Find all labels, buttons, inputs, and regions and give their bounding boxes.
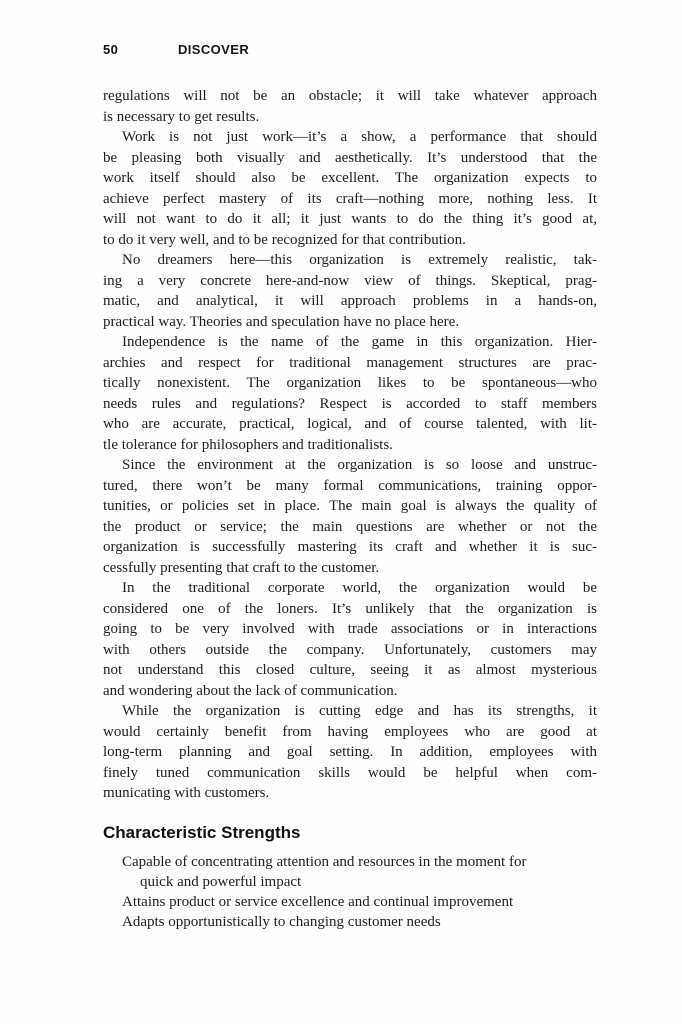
running-head bbox=[103, 43, 597, 57]
paragraph-line: Independence is the name of the game in this organization. Hier- bbox=[122, 334, 597, 350]
paragraph-line: municating with customers. bbox=[103, 785, 270, 801]
paragraph-line: be pleasing both visually and aesthetically. It’s understood that the bbox=[103, 149, 597, 166]
list-item-line: Adapts opportunistically to changing customer needs bbox=[122, 913, 441, 930]
paragraph bbox=[103, 578, 597, 701]
paragraph-line: who are accurate, practical, logical, and of course talented, with lit- bbox=[103, 416, 597, 432]
paragraph-line: tically nonexistent. The organization likes to be spontaneous—who bbox=[103, 375, 597, 391]
paragraph-line: not understand this closed culture, seeing it as almost mysterious bbox=[103, 662, 597, 678]
list-item-line: Capable of concentrating attention and resources in the moment for bbox=[122, 853, 527, 870]
paragraph-line: organization is successfully mastering its craft and whether it is suc- bbox=[103, 539, 597, 555]
list-item-line: quick and powerful impact bbox=[140, 873, 302, 890]
running-title: DISCOVER bbox=[178, 42, 250, 57]
paragraph-line: tle tolerance for philosophers and traditionalists. bbox=[103, 436, 393, 453]
paragraph-line: No dreamers here—this organization is extremely realistic, tak- bbox=[122, 252, 597, 268]
paragraph-line: In the traditional corporate world, the organization would be bbox=[122, 580, 597, 596]
paragraph-line: achieve perfect mastery of its craft—nothing more, nothing less. It bbox=[103, 190, 597, 207]
strengths-list bbox=[122, 852, 597, 932]
paragraph-line: finely tuned communication skills would be helpful when com- bbox=[103, 764, 597, 781]
paragraph-line: going to be very involved with trade associations or in interactions bbox=[103, 621, 597, 637]
list-item-line: Attains product or service excellence and continual improvement bbox=[122, 893, 514, 910]
paragraph bbox=[103, 332, 597, 455]
paragraph-line: matic, and analytical, it will approach problems in a hands-on, bbox=[103, 293, 597, 309]
paragraph-line: with others outside the company. Unfortunately, customers may bbox=[103, 641, 597, 658]
list-item bbox=[122, 892, 597, 912]
list-item bbox=[122, 852, 597, 892]
paragraph-line: Since the environment at the organization is so loose and unstruc- bbox=[122, 457, 597, 473]
list-item bbox=[122, 912, 597, 932]
section-heading: Characteristic Strengths bbox=[103, 822, 301, 842]
paragraph-line: While the organization is cutting edge and has its strengths, it bbox=[122, 703, 597, 719]
paragraph-line: is necessary to get results. bbox=[103, 108, 260, 125]
paragraph bbox=[103, 86, 597, 127]
paragraph bbox=[103, 127, 597, 250]
paragraph-line: considered one of the loners. It’s unlikely that the organization is bbox=[103, 600, 597, 617]
paragraph bbox=[103, 701, 597, 804]
paragraph-line: tunities, or policies set in place. The main goal is always the quality of bbox=[103, 498, 597, 514]
paragraph bbox=[103, 455, 597, 578]
paragraph-line: and wondering about the lack of communication. bbox=[103, 682, 398, 699]
paragraph-line: cessfully presenting that craft to the customer. bbox=[103, 559, 380, 576]
paragraph-line: regulations will not be an obstacle; it will take whatever approach bbox=[103, 88, 597, 104]
paragraph-line: archies and respect for traditional management structures are prac- bbox=[103, 354, 597, 371]
paragraph-line: work itself should also be excellent. The organization expects to bbox=[103, 170, 597, 186]
paragraph-line: to do it very well, and to be recognized for that contribution. bbox=[103, 231, 466, 248]
paragraph-line: will not want to do it all; it just wants to do the thing it’s good at, bbox=[103, 211, 597, 227]
page-content bbox=[103, 43, 597, 932]
paragraph-line: the product or service; the main questions are whether or not the bbox=[103, 518, 597, 535]
paragraph-line: needs rules and regulations? Respect is accorded to staff members bbox=[103, 395, 597, 412]
body-text bbox=[103, 86, 597, 804]
paragraph-line: tured, there won’t be many formal communications, training oppor- bbox=[103, 477, 597, 494]
paragraph-line: Work is not just work—it’s a show, a performance that should bbox=[122, 129, 597, 145]
paragraph-line: ing a very concrete here-and-now view of things. Skeptical, prag- bbox=[103, 272, 597, 289]
paragraph-line: practical way. Theories and speculation have no place here. bbox=[103, 313, 460, 330]
paragraph-line: would certainly benefit from having employees who are good at bbox=[103, 723, 597, 740]
paragraph-line: long-term planning and goal setting. In addition, employees with bbox=[103, 744, 597, 760]
paragraph bbox=[103, 250, 597, 332]
page-number: 50 bbox=[103, 42, 119, 57]
